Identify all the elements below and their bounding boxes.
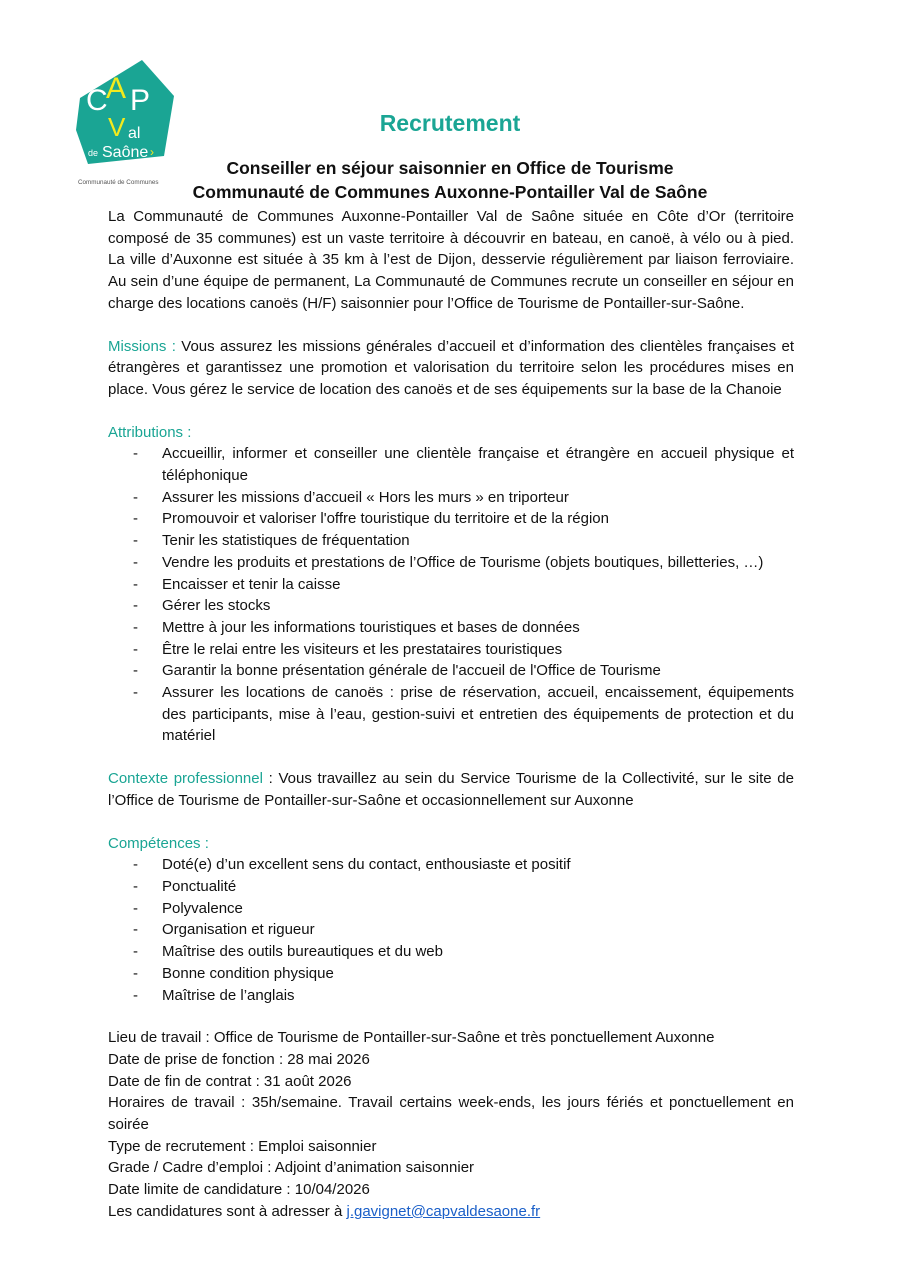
missions-label: Missions : [108,337,176,355]
list-item: - Garantir la bonne présentation générale de l'accueil de l'Office de Tourisme [133,662,661,680]
list-item: - Ponctualité [133,877,237,895]
list-item: - Gérer les stocks [133,597,271,615]
attributions-label: Attributions : [108,423,192,441]
list-item: - Tenir les statistiques de fréquentation [133,532,410,550]
job-title: Conseiller en séjour saisonnier en Office de Tourisme [226,158,674,178]
list-item: - Être le relai entre les visiteurs et les prestataires touristiques [133,640,563,658]
svg-text:›: › [150,145,154,159]
list-item: - Organisation et rigueur [133,921,315,939]
svg-text:Communauté de Communes: Communauté de Communes [78,179,159,186]
job-description [108,206,794,1223]
contexte-section [108,768,794,811]
contexte-text: : Vous travaillez au sein du Service Tourisme de la Collectivité, sur le site de l’Office de Tourisme de Pontailler-sur-Saône et occasionnellement sur Auxonne [108,770,794,809]
detail-end-date: Date de fin de contrat : 31 août 2026 [108,1072,352,1090]
list-item: - Accueillir, informer et conseiller une clientèle française et étrangère en accueil physique et téléphonique [133,445,794,485]
detail-deadline: Date limite de candidature : 10/04/2026 [108,1181,370,1199]
list-item: - Bonne condition physique [133,964,334,982]
list-item: - Doté(e) d’un excellent sens du contact, enthousiaste et positif [133,856,571,874]
list-item: - Mettre à jour les informations touristiques et bases de données [133,618,580,636]
list-item: - Assurer les missions d’accueil « Hors les murs » en triporteur [133,488,569,506]
missions-section [108,336,794,401]
list-item: - Polyvalence [133,899,243,917]
email-link[interactable]: j.gavignet@capvaldesaone.fr [346,1202,541,1220]
svg-text:Saône: Saône [102,144,149,161]
list-item: - Maîtrise des outils bureautiques et du web [133,943,443,961]
detail-hours: Horaires de travail : 35h/semaine. Travail certains week-ends, les jours fériés et ponctuellement en soirée [108,1094,794,1134]
competences-label: Compétences : [108,834,209,852]
job-details [108,1027,794,1222]
attributions-list [108,443,794,747]
list-item: - Assurer les locations de canoës : prise de réservation, accueil, encaissement, équipements des participants, mise à l’eau, gestion-suivi et entretien des équipements de protection et du matériel [133,684,794,745]
intro-paragraph: La Communauté de Communes Auxonne-Pontailler Val de Saône située en Côte d’Or (territoire composé de 35 communes) est un vaste territoire à découvrir en bateau, en canoë, à vélo ou à pied. La ville d’Auxonne est située à 35 km à l’est de Dijon, desservie régulièrement par liaison ferroviaire. Au sein d’une équipe de permanent, La Communauté de Communes recrute un conseiller en séjour en charge des locations canoës (H/F) saisonnier pour l’Office de Tourisme de Pontailler-sur-Saône. [108,208,794,312]
missions-text: Vous assurez les missions générales d’accueil et d’information des clientèles françaises et étrangères et garantissez une promotion et valorisation du territoire selon les procédures mises en place. Vous gérez le service de location des canoës et de ses équipements sur la base de la Chanoie [108,337,794,398]
svg-text:de: de [88,148,99,158]
employer-name: Communauté de Communes Auxonne-Pontailler Val de Saône [192,182,708,202]
detail-workplace: Lieu de travail : Office de Tourisme de Pontailler-sur-Saône et très ponctuellement Auxonne [108,1029,715,1047]
detail-start-date: Date de prise de fonction : 28 mai 2026 [108,1050,370,1068]
list-item: - Encaisser et tenir la caisse [133,575,341,593]
svg-text:P: P [130,84,151,117]
svg-text:al: al [128,125,141,142]
page-title: Recrutement [379,110,521,136]
detail-type: Type de recrutement : Emploi saisonnier [108,1137,377,1155]
svg-text:A: A [106,72,127,105]
list-item: - Vendre les produits et prestations de l’Office de Tourisme (objets boutiques, billetteries, …) [133,553,764,571]
competences-list [108,854,794,1006]
detail-grade: Grade / Cadre d’emploi : Adjoint d’animation saisonnier [108,1159,475,1177]
apply-line: Les candidatures sont à adresser à j.gavignet@capvaldesaone.fr [108,1202,541,1220]
list-item: - Maîtrise de l’anglais [133,986,295,1004]
svg-text:V: V [108,112,126,142]
contexte-label: Contexte professionnel [108,770,263,788]
svg-text:C: C [86,84,108,117]
list-item: - Promouvoir et valoriser l'offre touristique du territoire et de la région [133,510,609,528]
